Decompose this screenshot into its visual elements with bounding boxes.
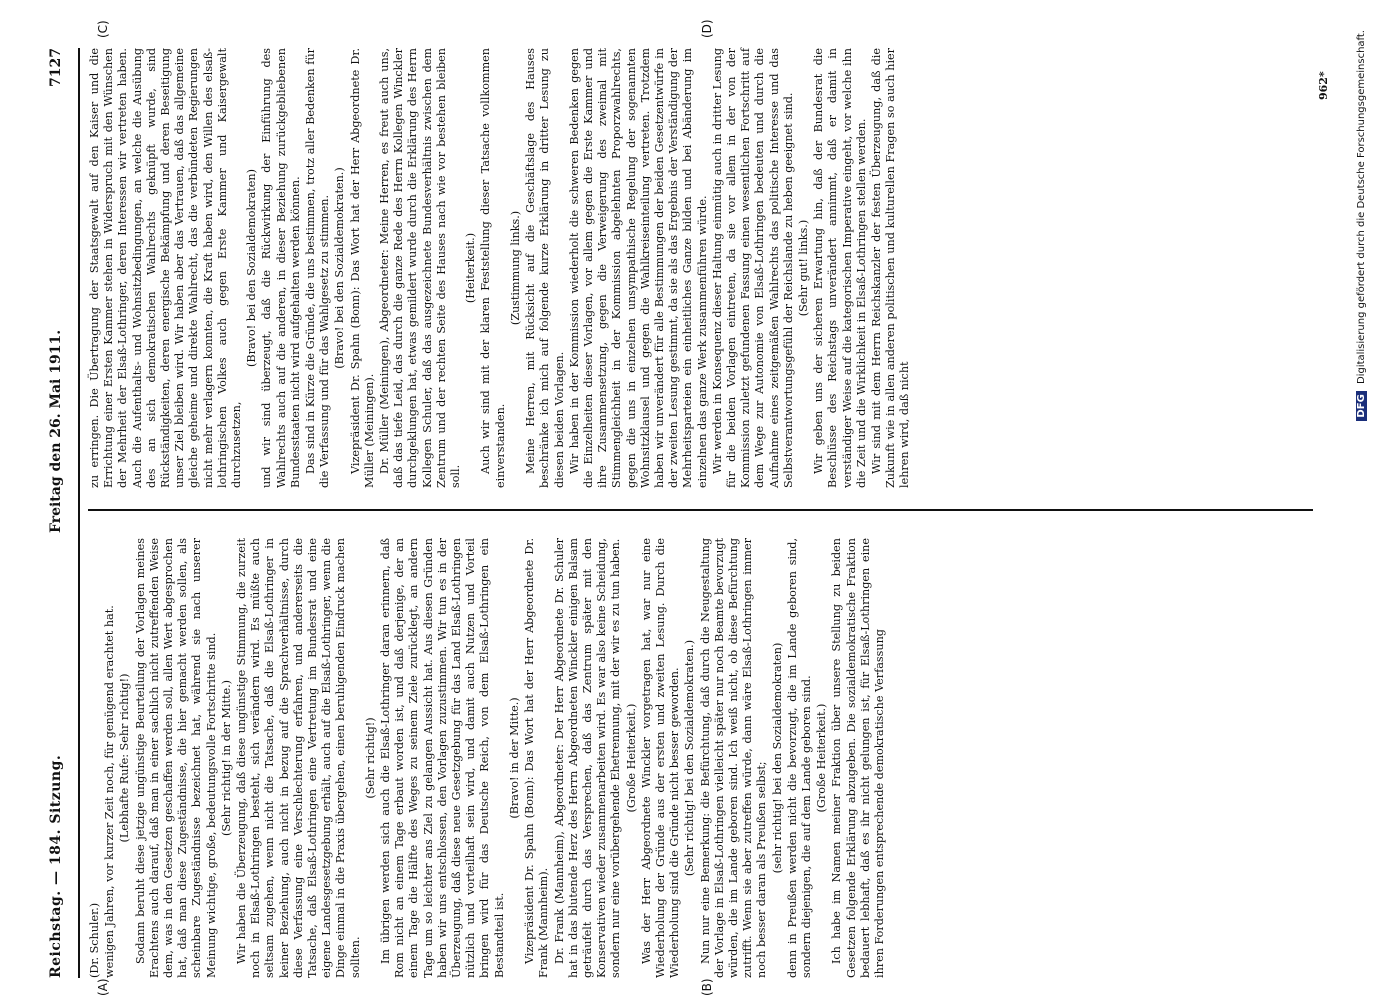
paragraph: Wir geben uns der sicheren Erwartung hin, daß der Bundesrat die Beschlüsse des Reichstags unverändert annimmt, daß er damit in verständiger Weise auf die kategorischen Imperative eingeht, vor welche ihn die Zeit und die Wirklichkeit in Elsaß-Lothringen stellen werden. [812, 48, 868, 488]
paragraph: Vizepräsident Dr. Spahn (Bonn): Das Wort hat der Herr Abgeordnete Dr. Frank (Mannheim). [523, 538, 551, 978]
margin-label-d: (D) [700, 19, 714, 38]
interjection: (Große Heiterkeit.) [815, 703, 829, 813]
interjection: (Heiterkeit.) [464, 232, 478, 304]
credit-text: Digitalisierung gefördert durch die Deutsche Forschungsgemeinschaft. [1356, 30, 1367, 385]
paragraph: Wir haben in der Kommission wiederholt die schweren Bedenken gegen die Einzelheiten dieser Vorlagen, vor allem gegen die Erste Kammer und ihre Zusammensetzung, gegen die Verweigerung des zweimal mit Stimmengleichheit in der Kommission abgelehnten Proporzwahlrechts, gegen die uns in einzelnen unsympathische Regelung der sogenannten Wohnsitzklausel und gegen die Wahlkreiseinteilung vertreten. Trotzdem haben wir unverändert für alle Bestimmungen der beiden Gesetzentwürfe in der zweiten Lesung gestimmt, da sie als das Ergebnis der Verständigung der Mehrheitsparteien ein einheitliches Ganze bilden und bei Abänderung im einzelnen das ganze Werk zusammenführen würde. [567, 48, 709, 488]
dfg-logo: DFG [1356, 391, 1367, 420]
paragraph: Ich habe im Namen meiner Fraktion über unsere Stellung zu beiden Gesetzen folgende Erklärung abzugeben. Die sozialdemokratische Fraktion bedauert lebhaft, daß es ihr nicht gelungen ist, für Elsaß-Lothringen eine ihren Forderungen entsprechende demokratische Verfassung [830, 538, 886, 978]
header-date: Freitag den 26. Mai 1911. [48, 329, 64, 533]
paragraph: Was der Herr Abgeordnete Winckler vorgetragen hat, war nur eine Wiederholung der Gründe aus der ersten und zweiten Lesung. Durch die Wiederholung sind die Gründe nicht besser geworden. [639, 538, 682, 978]
paragraph: denn in Preußen werden nicht die bevorzugt, die im Lande geboren sind, sondern diejenigen, die auf dem Lande geboren sind. [785, 538, 813, 978]
paragraph: Wir haben die Überzeugung, daß diese ungünstige Stimmung, die zurzeit noch in Elsaß-Lothringen besteht, sich verändern wird. Es müßte auch seltsam zugehen, wenn nicht die Tatsache, daß die Elsaß-Lothringer in keiner Beziehung, auch nicht in bezug auf die Sprachverhältnisse, durch diese Verfassung eine Verschlechterung erfahren, und andererseits die Tatsache, daß Elsaß-Lothringen eine Vertretung im Bundesrat und eine eigene Landesgesetzgebung erhält, auch auf die Elsaß-Lothringer, wenn die Dinge einmal in die Praxis übergehen, einen beruhigenden Eindruck machen sollten. [235, 538, 362, 978]
paragraph: Dr. Müller (Meiningen), Abgeordneter: Meine Herren, es freut auch uns, daß das tiefe Leid, das durch die ganze Rede des Herrn Kollegen Winckler durchgeklungen hat, etwas gemildert wurde durch die Erklärung des Herrn Kollegen Schuler, daß das ausgezeichnete Bundesverhältnis zwischen dem Zentrum und der rechten Seite des Hauses nach wie vor bestehen bleiben soll. [378, 48, 463, 488]
paragraph: Sodann beruht diese jetzige ungünstige Beurteilung der Vorlagen meines Erachtens auch darauf, daß man in einer sachlich nicht zutreffenden Weise dem, was in den Gesetzen geschaffen werden soll, allen Wert abgesprochen hat, daß man diese Zugeständnisse, die hier gemacht werden sollen, als scheinbare Zugeständnisse bezeichnet hat, während sie nach unserer Meinung wichtige, große, bedeutungsvolle Fortschritte sind. [133, 538, 218, 978]
paragraph: wenigen Jahren, vor kurzer Zeit noch, für genügend erachtet hat. [103, 605, 117, 978]
header-left: Reichstag. — 184. Sitzung. [48, 754, 64, 978]
margin-label-c: (C) [96, 20, 110, 38]
paragraph: Dr. Frank (Mannheim), Abgeordneter: Der Herr Abgeordnete Dr. Schuler hat in das blutende Herz des Herrn Abgeordneten Winckler einigen Balsam geträufelt durch das Versprechen, daß das Zentrum später mit den Konservativen wieder zusammenarbeiten wird. Es war also keine Scheidung, sondern nur eine vorübergehende Ehetrennung, mit der wir es zu tun haben. [552, 538, 623, 978]
interjection: (Bravo! in der Mitte.) [507, 697, 521, 819]
interjection: (Lebhafte Rufe: Sehr richtig!) [118, 673, 132, 843]
interjection: (Bravo! bei den Sozialdemokraten) [245, 169, 259, 367]
interjection: (Sehr gut! links.) [796, 219, 810, 317]
paragraph: und wir sind überzeugt, daß die Rückwirkung der Einführung des Wahlrechts auch auf die anderen, in dieser Beziehung zurückgebliebenen Bundesstaaten nicht wird aufgehalten werden können. [260, 48, 302, 488]
page-header [48, 48, 74, 978]
interjection: (Sehr richtig! bei den Sozialdemokraten.) [683, 639, 697, 877]
paragraph: Nun nur eine Bemerkung: die Befürchtung, daß durch die Neugestaltung der Vorlage in Elsaß-Lothringen vielleicht später nur noch Beamte bevorzugt würden, die im Lande geboren sind. Ich weiß nicht, ob diese Befürchtung zutrifft. Wenn sie aber zutreffen würde, dann wäre Elsaß-Lothringen immer noch besser daran als Preußen selbst; [698, 538, 769, 978]
header-rule [78, 48, 80, 978]
margin-label-b: (B) [700, 978, 714, 996]
paragraph: Im übrigen werden sich auch die Elsaß-Lothringer daran erinnern, daß Rom nicht an einem Tage erbaut worden ist, und daß derjenige, der an einem Tage die Hälfte des Weges zu seinem Ziele zurücklegt, an andern Tage um so leichter ans Ziel zu gelangen Aussicht hat. Aus diesen Gründen haben wir uns entschlossen, den Vorlagen zuzustimmen. Wir tun es in der Überzeugung, daß diese neue Gesetzgebung für das Land Elsaß-Lothringen nützlich und vorteilhaft sein wird, und damit auch Nutzen und Vorteil bringen wird für das Deutsche Reich, von dem Elsaß-Lothringen ein Bestandteil ist. [379, 538, 506, 978]
paragraph: (Dr. Schuler.) [88, 902, 101, 978]
margin-label-a: (A) [96, 978, 110, 996]
interjection: (Zustimmung links.) [508, 210, 522, 326]
interjection: (Große Heiterkeit.) [624, 703, 638, 813]
digitization-credit [1356, 30, 1367, 990]
column-divider [88, 509, 1313, 511]
paragraph: Wir sind mit dem Herrn Reichskanzler der festen Überzeugung, daß die Zukunft wie in allen anderen politischen und kulturellen Fragen so auch hier lehren wird, daß nicht [869, 48, 912, 488]
paragraph: zu erringen. Die Übertragung der Staatsgewalt auf den Kaiser und die Errichtung einer Ersten Kammer stehen in Widerspruch mit den Wünschen der Mehrheit der Elsaß-Lothringer, deren Interessen wir vertreten haben. Auch die Aufenthalts- und Wohnsitzbedingungen, an welche die Ausübung des an sich demokratischen Wahlrechts geknüpft wurde, sind Rückständigkeiten, deren energische Bekämpfung und deren Beseitigung unser Ziel bleiben wird. Wir haben aber das Vertrauen, daß das allgemeine gleiche geheime und direkte Wahlrecht, das die verbündeten Regierungen nicht mehr verlagern konnten, die Kraft haben wird, den Willen des elsaß-lothringischen Volkes auch gegen Erste Kammer und Kaisergewalt durchzusetzen, [88, 48, 244, 488]
signature-mark: 962* [1317, 71, 1330, 100]
paragraph: Auch wir sind mit der klaren Feststellung dieser Tatsache vollkommen einverstanden. [479, 48, 507, 488]
paragraph: Vizepräsident Dr. Spahn (Bonn): Das Wort hat der Herr Abgeordnete Dr. Müller (Meiningen). [348, 48, 376, 488]
interjection: (Sehr richtig! in der Mitte.) [219, 679, 233, 837]
paragraph: Meine Herren, mit Rücksicht auf die Geschäftslage des Hauses beschränke ich mich auf folgende kurze Erklärung in dritter Lesung zu diesen beiden Vorlagen. [524, 48, 566, 488]
paragraph: Das sind in Kürze die Gründe, die uns bestimmen, trotz aller Bedenken für die Verfassung und für das Wahlgesetz zu stimmen. [304, 48, 332, 488]
left-column [88, 538, 888, 978]
right-column [88, 48, 914, 488]
paragraph: Wir werden in Konsequenz dieser Haltung einmütig auch in dritter Lesung für die beiden Vorlagen eintreten, da sie vor allem in der von der Kommission zuletzt gefundenen Fassung einen wesentlichen Fortschritt auf dem Wege zur Autonomie von Elsaß-Lothringen bedeuten und durch die Aufnahme eines zeitgemäßen Wahlrechts das politische Interesse und das Selbstverantwortungsgefühl der Reichslande zu heben geeignet sind. [710, 48, 795, 488]
interjection: (Sehr richtig!) [363, 717, 377, 799]
interjection: (Bravo! bei den Sozialdemokraten.) [333, 167, 347, 369]
page-number: 7127 [48, 48, 64, 87]
interjection: (sehr richtig! bei den Sozialdemokraten) [770, 642, 784, 874]
